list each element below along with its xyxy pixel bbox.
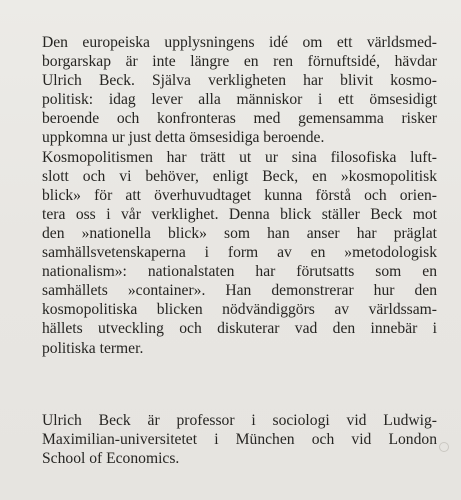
text-line: samhällets »container». Han demonstrerar hur den (42, 282, 437, 300)
text-line: den »nationella blick» som han anser har präglat (42, 224, 437, 242)
text-line: uppkomna ur just detta ömsesidiga beroende. (42, 129, 325, 147)
text-line: beroende och konfronteras med gemensamma risker (42, 110, 437, 128)
description-paragraph (42, 33, 437, 358)
paper-mark (439, 442, 449, 452)
text-line: School of Economics. (42, 450, 180, 468)
text-line: kosmopolitiska blicken nödvändiggörs av världssam- (42, 301, 437, 319)
text-line: blick» för att överhuvudtaget kunna förstå och orien- (42, 186, 437, 204)
text-line: slott och vi behöver, enligt Beck, en »kosmopolitisk (42, 167, 437, 185)
text-line: samhällsvetenskaperna i form av en »metodologisk (42, 244, 437, 262)
text-line: politisk: idag lever alla människor i ett ömsesidigt (42, 91, 437, 109)
text-line: Kosmopolitismen har trätt ut ur sina filosofiska luft- (42, 148, 437, 166)
text-line: Ulrich Beck är professor i sociologi vid Ludwig- (42, 412, 437, 429)
text-line: Ulrich Beck. Själva verkligheten har blivit kosmo- (42, 72, 437, 90)
text-line: Maximilian-universitetet i München och vid London (42, 431, 437, 449)
author-bio-paragraph (42, 411, 437, 468)
text-line: tera oss i vår verklighet. Denna blick ställer Beck mot (42, 205, 437, 223)
text-line: Den europeiska upplysningens idé om ett världsmed- (42, 34, 437, 51)
text-line: borgarskap är inte längre en ren förnuftsidé, hävdar (42, 53, 437, 71)
text-line: hällets utveckling och diskuterar vad den innebär i (42, 320, 437, 338)
text-line: politiska termer. (42, 339, 144, 357)
text-line: nationalism»: nationalstaten har förutsatts som en (42, 263, 437, 281)
